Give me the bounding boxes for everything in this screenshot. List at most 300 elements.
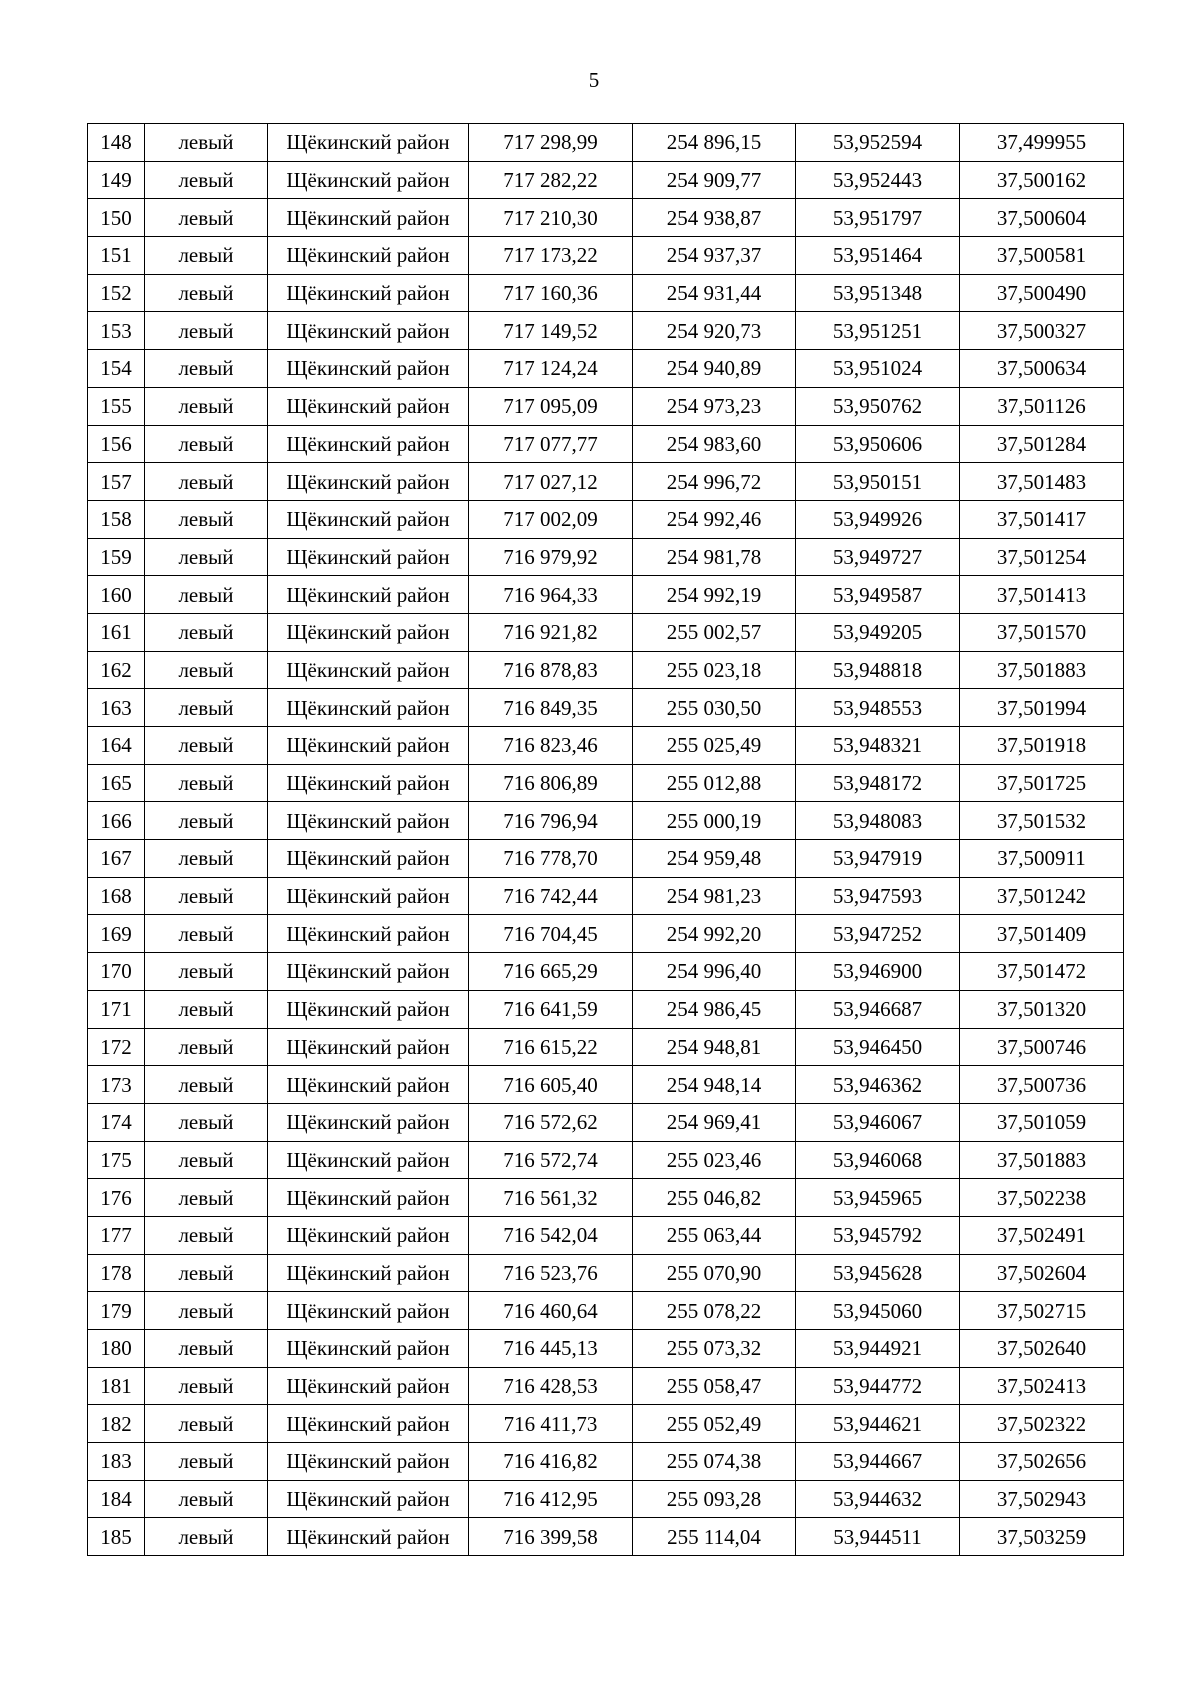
x-coordinate-cell: 717 173,22 — [469, 237, 633, 275]
district-cell: Щёкинский район — [268, 500, 469, 538]
longitude-cell: 37,502322 — [960, 1405, 1124, 1443]
point-number-cell: 155 — [88, 387, 145, 425]
point-number-cell: 168 — [88, 877, 145, 915]
point-number-cell: 157 — [88, 463, 145, 501]
latitude-cell: 53,945628 — [796, 1254, 960, 1292]
y-coordinate-cell: 254 981,23 — [633, 877, 796, 915]
latitude-cell: 53,951797 — [796, 199, 960, 237]
table-row — [88, 1480, 1124, 1518]
bank-side-cell: левый — [145, 1179, 268, 1217]
y-coordinate-cell: 255 046,82 — [633, 1179, 796, 1217]
bank-side-cell: левый — [145, 990, 268, 1028]
district-cell: Щёкинский район — [268, 1443, 469, 1481]
district-cell: Щёкинский район — [268, 1405, 469, 1443]
table-row — [88, 1330, 1124, 1368]
y-coordinate-cell: 255 000,19 — [633, 802, 796, 840]
x-coordinate-cell: 716 778,70 — [469, 840, 633, 878]
table-row — [88, 689, 1124, 727]
x-coordinate-cell: 716 399,58 — [469, 1518, 633, 1556]
district-cell: Щёкинский район — [268, 463, 469, 501]
bank-side-cell: левый — [145, 1405, 268, 1443]
latitude-cell: 53,946362 — [796, 1066, 960, 1104]
longitude-cell: 37,501918 — [960, 727, 1124, 765]
district-cell: Щёкинский район — [268, 124, 469, 162]
y-coordinate-cell: 255 023,18 — [633, 651, 796, 689]
y-coordinate-cell: 255 012,88 — [633, 764, 796, 802]
x-coordinate-cell: 716 796,94 — [469, 802, 633, 840]
bank-side-cell: левый — [145, 1367, 268, 1405]
y-coordinate-cell: 254 896,15 — [633, 124, 796, 162]
table-row — [88, 764, 1124, 802]
district-cell: Щёкинский район — [268, 312, 469, 350]
x-coordinate-cell: 716 428,53 — [469, 1367, 633, 1405]
latitude-cell: 53,949727 — [796, 538, 960, 576]
bank-side-cell: левый — [145, 1443, 268, 1481]
bank-side-cell: левый — [145, 425, 268, 463]
longitude-cell: 37,501483 — [960, 463, 1124, 501]
x-coordinate-cell: 716 878,83 — [469, 651, 633, 689]
x-coordinate-cell: 716 742,44 — [469, 877, 633, 915]
longitude-cell: 37,501126 — [960, 387, 1124, 425]
table-row — [88, 1254, 1124, 1292]
longitude-cell: 37,500604 — [960, 199, 1124, 237]
latitude-cell: 53,945965 — [796, 1179, 960, 1217]
y-coordinate-cell: 254 909,77 — [633, 161, 796, 199]
latitude-cell: 53,944511 — [796, 1518, 960, 1556]
y-coordinate-cell: 254 992,19 — [633, 576, 796, 614]
page-number: 5 — [588, 68, 600, 92]
table-row — [88, 463, 1124, 501]
point-number-cell: 162 — [88, 651, 145, 689]
latitude-cell: 53,944621 — [796, 1405, 960, 1443]
table-row — [88, 877, 1124, 915]
point-number-cell: 149 — [88, 161, 145, 199]
bank-side-cell: левый — [145, 953, 268, 991]
district-cell: Щёкинский район — [268, 877, 469, 915]
y-coordinate-cell: 254 937,37 — [633, 237, 796, 275]
y-coordinate-cell: 255 025,49 — [633, 727, 796, 765]
y-coordinate-cell: 254 940,89 — [633, 350, 796, 388]
point-number-cell: 165 — [88, 764, 145, 802]
bank-side-cell: левый — [145, 237, 268, 275]
x-coordinate-cell: 717 095,09 — [469, 387, 633, 425]
table-row — [88, 425, 1124, 463]
district-cell: Щёкинский район — [268, 1028, 469, 1066]
point-number-cell: 161 — [88, 613, 145, 651]
bank-side-cell: левый — [145, 1216, 268, 1254]
district-cell: Щёкинский район — [268, 1367, 469, 1405]
point-number-cell: 175 — [88, 1141, 145, 1179]
x-coordinate-cell: 717 002,09 — [469, 500, 633, 538]
latitude-cell: 53,950762 — [796, 387, 960, 425]
table-body — [88, 124, 1124, 1556]
x-coordinate-cell: 717 077,77 — [469, 425, 633, 463]
longitude-cell: 37,502238 — [960, 1179, 1124, 1217]
district-cell: Щёкинский район — [268, 1141, 469, 1179]
latitude-cell: 53,948083 — [796, 802, 960, 840]
longitude-cell: 37,501413 — [960, 576, 1124, 614]
latitude-cell: 53,944772 — [796, 1367, 960, 1405]
y-coordinate-cell: 254 973,23 — [633, 387, 796, 425]
longitude-cell: 37,500327 — [960, 312, 1124, 350]
longitude-cell: 37,500634 — [960, 350, 1124, 388]
latitude-cell: 53,947252 — [796, 915, 960, 953]
x-coordinate-cell: 716 921,82 — [469, 613, 633, 651]
point-number-cell: 178 — [88, 1254, 145, 1292]
point-number-cell: 151 — [88, 237, 145, 275]
x-coordinate-cell: 716 615,22 — [469, 1028, 633, 1066]
table-row — [88, 387, 1124, 425]
bank-side-cell: левый — [145, 161, 268, 199]
bank-side-cell: левый — [145, 1141, 268, 1179]
x-coordinate-cell: 716 460,64 — [469, 1292, 633, 1330]
point-number-cell: 166 — [88, 802, 145, 840]
bank-side-cell: левый — [145, 1103, 268, 1141]
longitude-cell: 37,502640 — [960, 1330, 1124, 1368]
point-number-cell: 181 — [88, 1367, 145, 1405]
x-coordinate-cell: 716 542,04 — [469, 1216, 633, 1254]
x-coordinate-cell: 717 298,99 — [469, 124, 633, 162]
latitude-cell: 53,948553 — [796, 689, 960, 727]
latitude-cell: 53,944667 — [796, 1443, 960, 1481]
x-coordinate-cell: 716 823,46 — [469, 727, 633, 765]
longitude-cell: 37,502413 — [960, 1367, 1124, 1405]
longitude-cell: 37,500581 — [960, 237, 1124, 275]
y-coordinate-cell: 255 078,22 — [633, 1292, 796, 1330]
latitude-cell: 53,946067 — [796, 1103, 960, 1141]
latitude-cell: 53,948172 — [796, 764, 960, 802]
bank-side-cell: левый — [145, 1066, 268, 1104]
latitude-cell: 53,944921 — [796, 1330, 960, 1368]
x-coordinate-cell: 716 806,89 — [469, 764, 633, 802]
table-row — [88, 1405, 1124, 1443]
latitude-cell: 53,951251 — [796, 312, 960, 350]
bank-side-cell: левый — [145, 1518, 268, 1556]
point-number-cell: 148 — [88, 124, 145, 162]
district-cell: Щёкинский район — [268, 1103, 469, 1141]
table-row — [88, 576, 1124, 614]
latitude-cell: 53,951348 — [796, 274, 960, 312]
table-row — [88, 1518, 1124, 1556]
y-coordinate-cell: 255 023,46 — [633, 1141, 796, 1179]
point-number-cell: 156 — [88, 425, 145, 463]
x-coordinate-cell: 716 665,29 — [469, 953, 633, 991]
y-coordinate-cell: 254 931,44 — [633, 274, 796, 312]
x-coordinate-cell: 716 572,62 — [469, 1103, 633, 1141]
bank-side-cell: левый — [145, 1292, 268, 1330]
y-coordinate-cell: 254 983,60 — [633, 425, 796, 463]
point-number-cell: 152 — [88, 274, 145, 312]
latitude-cell: 53,948818 — [796, 651, 960, 689]
x-coordinate-cell: 716 412,95 — [469, 1480, 633, 1518]
district-cell: Щёкинский район — [268, 1254, 469, 1292]
longitude-cell: 37,500490 — [960, 274, 1124, 312]
bank-side-cell: левый — [145, 727, 268, 765]
longitude-cell: 37,500746 — [960, 1028, 1124, 1066]
district-cell: Щёкинский район — [268, 538, 469, 576]
point-number-cell: 172 — [88, 1028, 145, 1066]
coordinates-table — [87, 123, 1124, 1556]
table-row — [88, 840, 1124, 878]
table-row — [88, 1443, 1124, 1481]
district-cell: Щёкинский район — [268, 1480, 469, 1518]
x-coordinate-cell: 716 411,73 — [469, 1405, 633, 1443]
bank-side-cell: левый — [145, 538, 268, 576]
point-number-cell: 184 — [88, 1480, 145, 1518]
table-row — [88, 538, 1124, 576]
point-number-cell: 183 — [88, 1443, 145, 1481]
table-row — [88, 1028, 1124, 1066]
x-coordinate-cell: 716 416,82 — [469, 1443, 633, 1481]
bank-side-cell: левый — [145, 1254, 268, 1292]
longitude-cell: 37,501284 — [960, 425, 1124, 463]
latitude-cell: 53,951024 — [796, 350, 960, 388]
latitude-cell: 53,948321 — [796, 727, 960, 765]
longitude-cell: 37,501994 — [960, 689, 1124, 727]
latitude-cell: 53,949926 — [796, 500, 960, 538]
district-cell: Щёкинский район — [268, 274, 469, 312]
table-row — [88, 350, 1124, 388]
latitude-cell: 53,952594 — [796, 124, 960, 162]
y-coordinate-cell: 254 992,20 — [633, 915, 796, 953]
bank-side-cell: левый — [145, 689, 268, 727]
latitude-cell: 53,945060 — [796, 1292, 960, 1330]
latitude-cell: 53,946450 — [796, 1028, 960, 1066]
table-row — [88, 312, 1124, 350]
district-cell: Щёкинский район — [268, 1179, 469, 1217]
y-coordinate-cell: 254 920,73 — [633, 312, 796, 350]
longitude-cell: 37,502604 — [960, 1254, 1124, 1292]
point-number-cell: 163 — [88, 689, 145, 727]
x-coordinate-cell: 716 445,13 — [469, 1330, 633, 1368]
longitude-cell: 37,501417 — [960, 500, 1124, 538]
district-cell: Щёкинский район — [268, 1216, 469, 1254]
bank-side-cell: левый — [145, 840, 268, 878]
longitude-cell: 37,501725 — [960, 764, 1124, 802]
district-cell: Щёкинский район — [268, 237, 469, 275]
y-coordinate-cell: 255 063,44 — [633, 1216, 796, 1254]
table-row — [88, 613, 1124, 651]
bank-side-cell: левый — [145, 1028, 268, 1066]
table-row — [88, 1066, 1124, 1104]
longitude-cell: 37,501532 — [960, 802, 1124, 840]
x-coordinate-cell: 717 027,12 — [469, 463, 633, 501]
latitude-cell: 53,947919 — [796, 840, 960, 878]
x-coordinate-cell: 716 605,40 — [469, 1066, 633, 1104]
point-number-cell: 176 — [88, 1179, 145, 1217]
longitude-cell: 37,502715 — [960, 1292, 1124, 1330]
table-row — [88, 1141, 1124, 1179]
longitude-cell: 37,500162 — [960, 161, 1124, 199]
longitude-cell: 37,503259 — [960, 1518, 1124, 1556]
x-coordinate-cell: 716 979,92 — [469, 538, 633, 576]
bank-side-cell: левый — [145, 387, 268, 425]
bank-side-cell: левый — [145, 877, 268, 915]
bank-side-cell: левый — [145, 576, 268, 614]
district-cell: Щёкинский район — [268, 689, 469, 727]
table-row — [88, 953, 1124, 991]
y-coordinate-cell: 255 058,47 — [633, 1367, 796, 1405]
point-number-cell: 180 — [88, 1330, 145, 1368]
district-cell: Щёкинский район — [268, 1292, 469, 1330]
y-coordinate-cell: 254 948,14 — [633, 1066, 796, 1104]
bank-side-cell: левый — [145, 1330, 268, 1368]
district-cell: Щёкинский район — [268, 1518, 469, 1556]
table-row — [88, 500, 1124, 538]
point-number-cell: 170 — [88, 953, 145, 991]
y-coordinate-cell: 254 992,46 — [633, 500, 796, 538]
bank-side-cell: левый — [145, 915, 268, 953]
latitude-cell: 53,949205 — [796, 613, 960, 651]
y-coordinate-cell: 254 938,87 — [633, 199, 796, 237]
x-coordinate-cell: 716 704,45 — [469, 915, 633, 953]
longitude-cell: 37,500911 — [960, 840, 1124, 878]
district-cell: Щёкинский район — [268, 651, 469, 689]
latitude-cell: 53,945792 — [796, 1216, 960, 1254]
y-coordinate-cell: 255 052,49 — [633, 1405, 796, 1443]
y-coordinate-cell: 255 114,04 — [633, 1518, 796, 1556]
district-cell: Щёкинский район — [268, 387, 469, 425]
point-number-cell: 185 — [88, 1518, 145, 1556]
bank-side-cell: левый — [145, 651, 268, 689]
district-cell: Щёкинский район — [268, 727, 469, 765]
point-number-cell: 177 — [88, 1216, 145, 1254]
x-coordinate-cell: 717 124,24 — [469, 350, 633, 388]
longitude-cell: 37,501883 — [960, 1141, 1124, 1179]
district-cell: Щёкинский район — [268, 1066, 469, 1104]
district-cell: Щёкинский район — [268, 764, 469, 802]
point-number-cell: 179 — [88, 1292, 145, 1330]
x-coordinate-cell: 716 523,76 — [469, 1254, 633, 1292]
bank-side-cell: левый — [145, 802, 268, 840]
district-cell: Щёкинский район — [268, 199, 469, 237]
latitude-cell: 53,946900 — [796, 953, 960, 991]
district-cell: Щёкинский район — [268, 425, 469, 463]
longitude-cell: 37,501242 — [960, 877, 1124, 915]
table-row — [88, 1179, 1124, 1217]
bank-side-cell: левый — [145, 1480, 268, 1518]
y-coordinate-cell: 254 959,48 — [633, 840, 796, 878]
longitude-cell: 37,501883 — [960, 651, 1124, 689]
y-coordinate-cell: 254 981,78 — [633, 538, 796, 576]
point-number-cell: 164 — [88, 727, 145, 765]
point-number-cell: 159 — [88, 538, 145, 576]
district-cell: Щёкинский район — [268, 990, 469, 1028]
x-coordinate-cell: 717 160,36 — [469, 274, 633, 312]
longitude-cell: 37,502943 — [960, 1480, 1124, 1518]
x-coordinate-cell: 716 561,32 — [469, 1179, 633, 1217]
bank-side-cell: левый — [145, 764, 268, 802]
bank-side-cell: левый — [145, 500, 268, 538]
bank-side-cell: левый — [145, 124, 268, 162]
latitude-cell: 53,949587 — [796, 576, 960, 614]
district-cell: Щёкинский район — [268, 953, 469, 991]
y-coordinate-cell: 255 073,32 — [633, 1330, 796, 1368]
table-row — [88, 727, 1124, 765]
table-row — [88, 1367, 1124, 1405]
table-row — [88, 237, 1124, 275]
point-number-cell: 167 — [88, 840, 145, 878]
point-number-cell: 160 — [88, 576, 145, 614]
bank-side-cell: левый — [145, 312, 268, 350]
latitude-cell: 53,951464 — [796, 237, 960, 275]
table-row — [88, 990, 1124, 1028]
x-coordinate-cell: 716 641,59 — [469, 990, 633, 1028]
point-number-cell: 154 — [88, 350, 145, 388]
bank-side-cell: левый — [145, 350, 268, 388]
table-row — [88, 1292, 1124, 1330]
y-coordinate-cell: 255 093,28 — [633, 1480, 796, 1518]
longitude-cell: 37,501059 — [960, 1103, 1124, 1141]
bank-side-cell: левый — [145, 199, 268, 237]
table-row — [88, 274, 1124, 312]
point-number-cell: 169 — [88, 915, 145, 953]
longitude-cell: 37,502656 — [960, 1443, 1124, 1481]
table-row — [88, 161, 1124, 199]
district-cell: Щёкинский район — [268, 840, 469, 878]
x-coordinate-cell: 717 210,30 — [469, 199, 633, 237]
latitude-cell: 53,950606 — [796, 425, 960, 463]
table-row — [88, 1103, 1124, 1141]
y-coordinate-cell: 254 996,72 — [633, 463, 796, 501]
district-cell: Щёкинский район — [268, 1330, 469, 1368]
longitude-cell: 37,500736 — [960, 1066, 1124, 1104]
table-row — [88, 802, 1124, 840]
latitude-cell: 53,952443 — [796, 161, 960, 199]
y-coordinate-cell: 255 030,50 — [633, 689, 796, 727]
table-row — [88, 124, 1124, 162]
district-cell: Щёкинский район — [268, 161, 469, 199]
x-coordinate-cell: 716 849,35 — [469, 689, 633, 727]
point-number-cell: 171 — [88, 990, 145, 1028]
latitude-cell: 53,944632 — [796, 1480, 960, 1518]
longitude-cell: 37,501472 — [960, 953, 1124, 991]
district-cell: Щёкинский район — [268, 350, 469, 388]
point-number-cell: 150 — [88, 199, 145, 237]
longitude-cell: 37,501320 — [960, 990, 1124, 1028]
table-row — [88, 199, 1124, 237]
x-coordinate-cell: 716 572,74 — [469, 1141, 633, 1179]
y-coordinate-cell: 255 002,57 — [633, 613, 796, 651]
district-cell: Щёкинский район — [268, 802, 469, 840]
x-coordinate-cell: 716 964,33 — [469, 576, 633, 614]
longitude-cell: 37,501254 — [960, 538, 1124, 576]
table-row — [88, 1216, 1124, 1254]
x-coordinate-cell: 717 149,52 — [469, 312, 633, 350]
latitude-cell: 53,950151 — [796, 463, 960, 501]
latitude-cell: 53,947593 — [796, 877, 960, 915]
point-number-cell: 153 — [88, 312, 145, 350]
point-number-cell: 174 — [88, 1103, 145, 1141]
bank-side-cell: левый — [145, 463, 268, 501]
x-coordinate-cell: 717 282,22 — [469, 161, 633, 199]
y-coordinate-cell: 254 948,81 — [633, 1028, 796, 1066]
point-number-cell: 173 — [88, 1066, 145, 1104]
y-coordinate-cell: 254 996,40 — [633, 953, 796, 991]
y-coordinate-cell: 255 070,90 — [633, 1254, 796, 1292]
latitude-cell: 53,946068 — [796, 1141, 960, 1179]
table-row — [88, 651, 1124, 689]
point-number-cell: 182 — [88, 1405, 145, 1443]
point-number-cell: 158 — [88, 500, 145, 538]
longitude-cell: 37,502491 — [960, 1216, 1124, 1254]
table-row — [88, 915, 1124, 953]
district-cell: Щёкинский район — [268, 613, 469, 651]
y-coordinate-cell: 254 969,41 — [633, 1103, 796, 1141]
longitude-cell: 37,499955 — [960, 124, 1124, 162]
district-cell: Щёкинский район — [268, 915, 469, 953]
longitude-cell: 37,501570 — [960, 613, 1124, 651]
